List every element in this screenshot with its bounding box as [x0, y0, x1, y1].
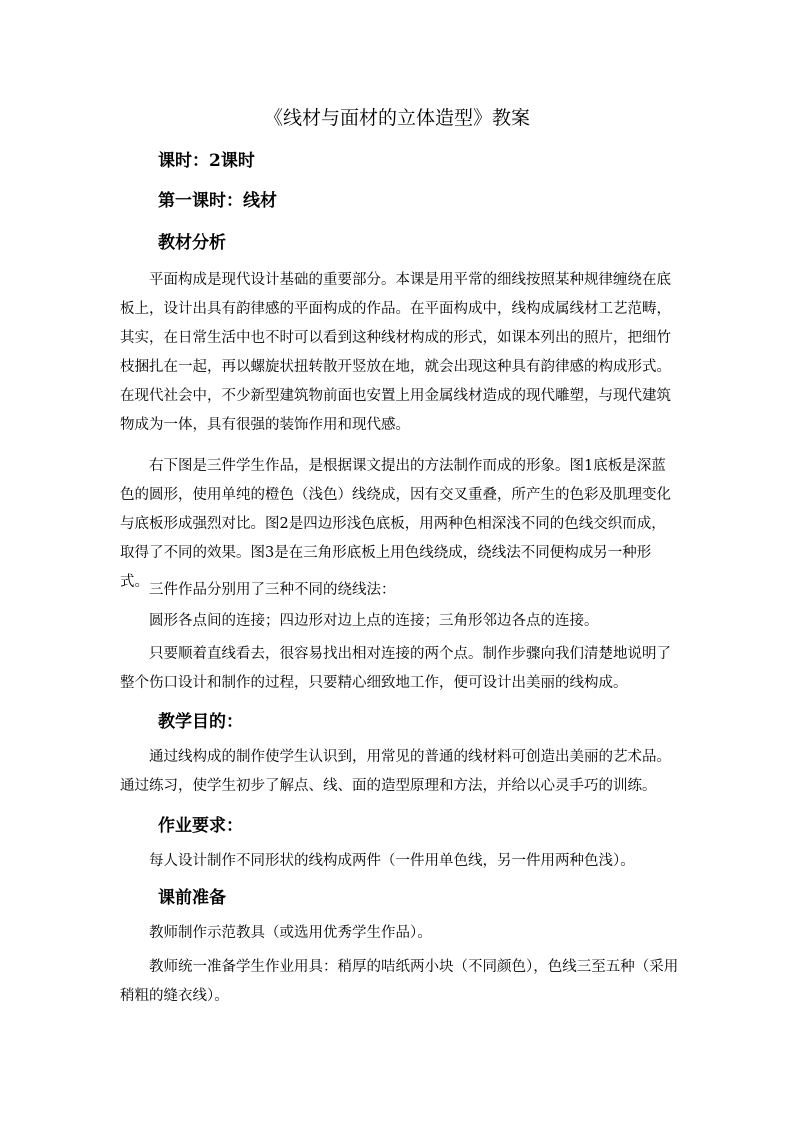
first-lesson-heading: 第一课时：线材	[158, 191, 277, 211]
analysis-paragraph-4: 圆形各点间的连接；四边形对边上点的连接；三角形邻边各点的连接。	[149, 613, 599, 629]
analysis-paragraph-5: 只要顺着直线看去，很容易找出相对连接的两个点。制作步骤向我们清楚地说明了整个伤口设计和制作的过程，只要精心细致地工作，便可设计出美丽的线构成。	[120, 646, 671, 691]
analysis-heading: 教材分析	[158, 233, 226, 253]
goal-paragraph: 通过线构成的制作使学生认识到，用常见的普通的线材料可创造出美丽的艺术品。通过练习，使学生初步了解点、线、面的造型原理和方法，并给以心灵手巧的训练。	[120, 749, 671, 794]
analysis-paragraph-1: 平面构成是现代设计基础的重要部分。本课是用平常的细线按照某种规律缠绕在底板上，设计出具有韵律感的平面构成的作品。在平面构成中，线构成属线材工艺范畴，其实，在日常生活中也不时可以看到这种线材构成的形式，如课本列出的照片，把细竹枝捆扎在一起，再以螺旋状扭转散开竖放在地，就会出现这种具有韵律感的构成形式。在现代社会中，不少新型建筑物前面也安置上用金属线材造成的现代雕塑，与现代建筑物成为一体，具有很强的装饰作用和现代感。	[120, 272, 671, 433]
analysis-paragraph-3: 三件作品分别用了三种不同的绕线法：	[149, 582, 396, 598]
homework-heading: 作业要求：	[158, 816, 243, 836]
prep-heading: 课前准备	[158, 888, 226, 908]
prep-paragraph-1: 教师制作示范教具（或选用优秀学生作品）。	[149, 925, 432, 941]
analysis-paragraph-2: 右下图是三件学生作品，是根据课文提出的方法制作而成的形象。图1底板是深蓝色的圆形，使用单纯的橙色（浅色）线绕成，因有交叉重叠，所产生的色彩及肌理变化与底板形成强烈对比。图2是四边形浅色底板，用两种色相深浅不同的色线交织而成，取得了不同的效果。图3是在三角形底板上用色线绕成，绕线法不同便构成另一种形式。	[120, 458, 671, 590]
goal-heading: 教学目的：	[158, 712, 243, 732]
prep-paragraph-2: 教师统一准备学生作业用具：稍厚的咭纸两小块（不同颜色），色线三至五种（采用稍粗的缝衣线）。	[120, 959, 679, 1004]
document-title: 《线材与面材的立体造型》教案	[263, 107, 530, 129]
lesson-hours-heading: 课时：2课时	[158, 151, 255, 171]
homework-paragraph: 每人设计制作不同形状的线构成两件（一件用单色线，另一件用两种色浅）。	[149, 853, 635, 869]
